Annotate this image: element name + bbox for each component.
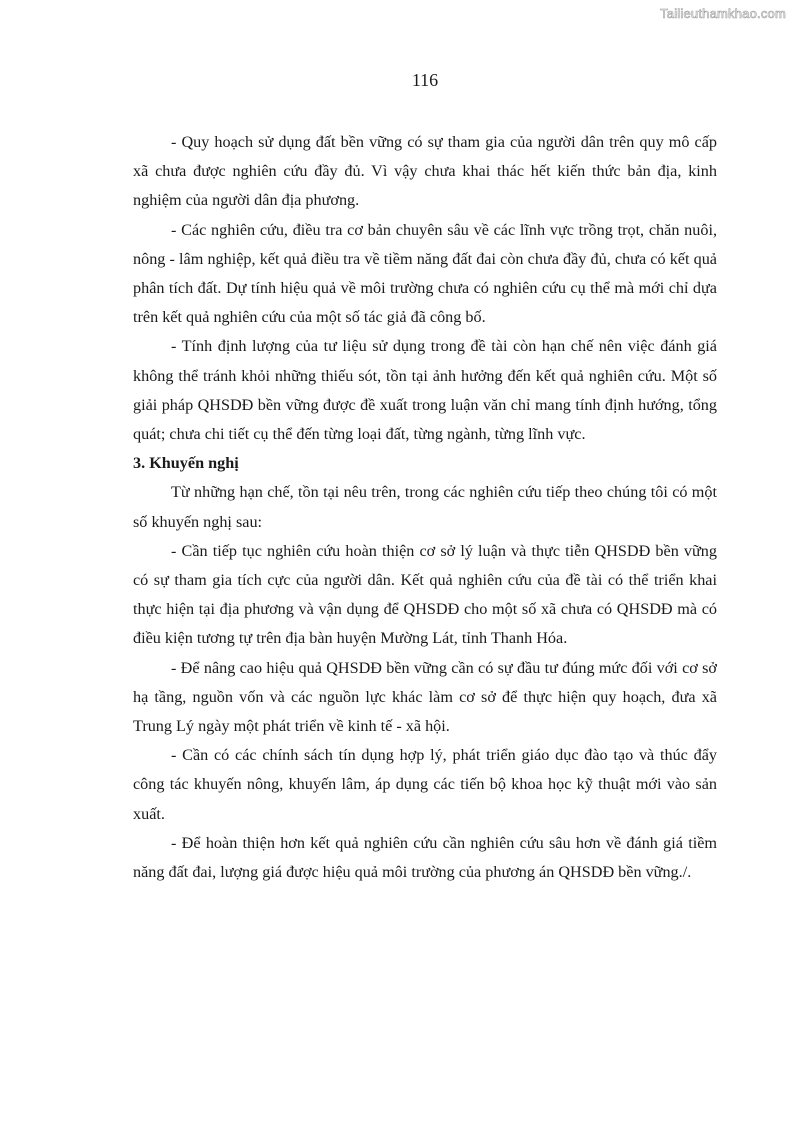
watermark: Tailieuthamkhao.com: [660, 6, 786, 21]
paragraph-limitation-quantitative: - Tính định lượng của tư liệu sử dụng trong đề tài còn hạn chế nên việc đánh giá không thể tránh khỏi những thiếu sót, tồn tại ảnh hưởng đến kết quả nghiên cứu. Một số giải pháp QHSDĐ bền vững được đề xuất trong luận văn chỉ mang tính định hướng, tổng quát; chưa chi tiết cụ thể đến từng loại đất, từng ngành, từng lĩnh vực.: [133, 337, 717, 444]
paragraph-recommendation-4: - Để hoàn thiện hơn kết quả nghiên cứu cần nghiên cứu sâu hơn về đánh giá tiềm năng đất đai, lượng giá được hiệu quả môi trường của phương án QHSDĐ bền vững./.: [133, 833, 717, 882]
page-number: 116: [411, 70, 439, 90]
document-body: [133, 128, 717, 887]
paragraph-recommendation-2: - Để nâng cao hiệu quả QHSDĐ bền vững cần có sự đầu tư đúng mức đối với cơ sở hạ tầng, nguồn vốn và các nguồn lực khác làm cơ sở để thực hiện quy hoạch, đưa xã Trung Lý ngày một phát triển về kinh tế - xã hội.: [133, 658, 717, 736]
section-heading: 3. Khuyến nghị: [133, 454, 239, 473]
paragraph-limitation-participation: - Quy hoạch sử dụng đất bền vững có sự tham gia của người dân trên quy mô cấp xã chưa được nghiên cứu đầy đủ. Vì vậy chưa khai thác hết kiến thức bản địa, kinh nghiệm của người dân địa phương.: [133, 133, 717, 210]
paragraph-limitation-research: - Các nghiên cứu, điều tra cơ bản chuyên sâu về các lĩnh vực trồng trọt, chăn nuôi, nông - lâm nghiệp, kết quả điều tra về tiềm năng đất đai còn chưa đầy đủ, chưa có kết quả phân tích đất. Dự tính hiệu quả về môi trường chưa có nghiên cứu cụ thể mà mới chỉ dựa trên kết quả nghiên cứu của một số tác giả đã công bố.: [133, 220, 717, 327]
paragraph-recommendation-1: - Cần tiếp tục nghiên cứu hoàn thiện cơ sở lý luận và thực tiễn QHSDĐ bền vững có sự tham gia tích cực của người dân. Kết quả nghiên cứu của đề tài có thể triển khai thực hiện tại địa phương và vận dụng để QHSDĐ cho một số xã chưa có QHSDĐ mà có điều kiện tương tự trên địa bàn huyện Mường Lát, tỉnh Thanh Hóa.: [133, 541, 717, 648]
paragraph-recommendation-3: - Cần có các chính sách tín dụng hợp lý, phát triển giáo dục đào tạo và thúc đẩy công tác khuyến nông, khuyến lâm, áp dụng các tiến bộ khoa học kỹ thuật mới vào sản xuất.: [133, 746, 717, 823]
paragraph-intro: Từ những hạn chế, tồn tại nêu trên, trong các nghiên cứu tiếp theo chúng tôi có một số khuyến nghị sau:: [133, 483, 717, 531]
